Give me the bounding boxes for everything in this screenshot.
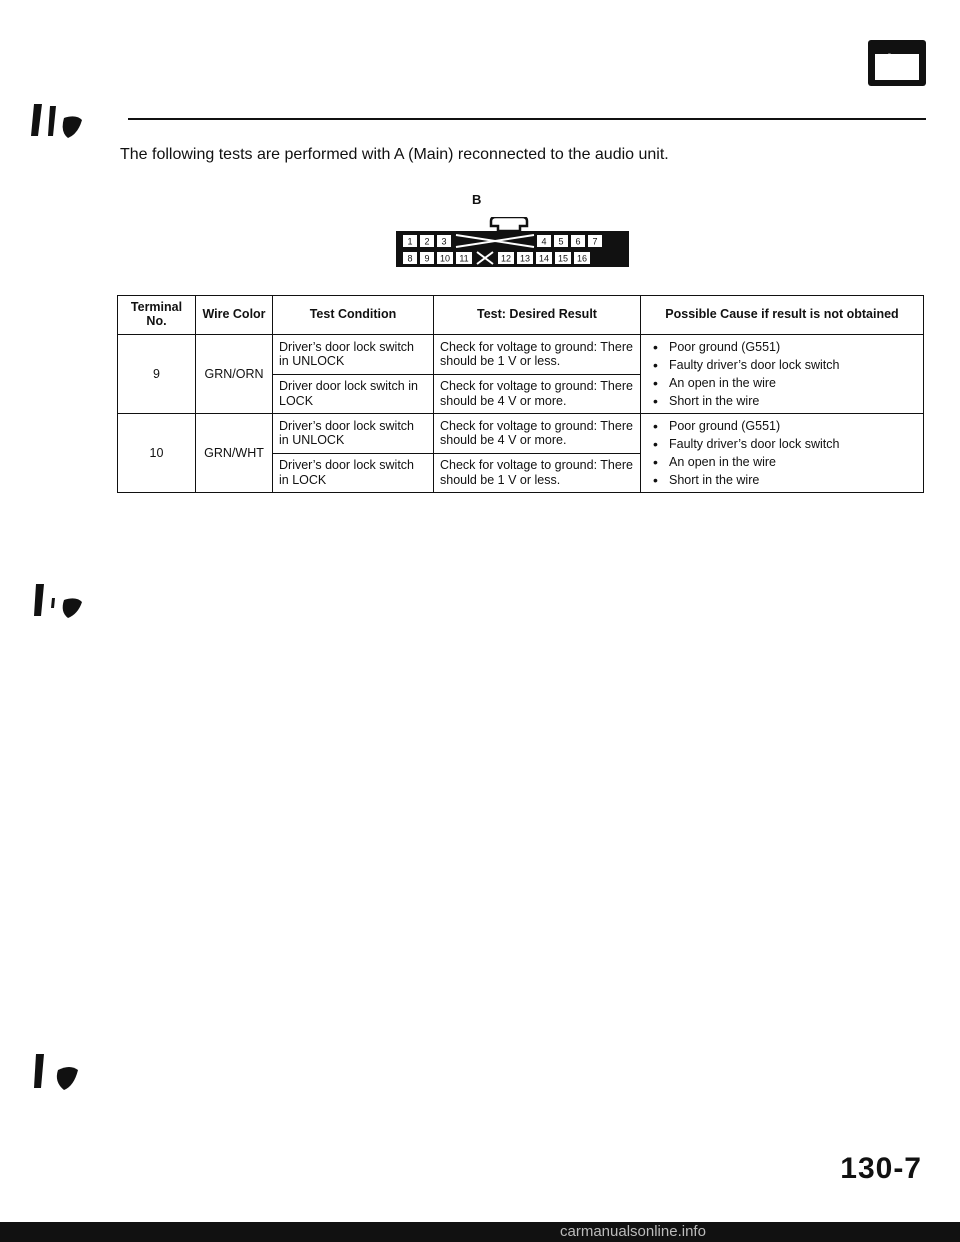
cause-item: • Short in the wire [647,392,917,410]
pin-number: 9 [424,253,430,264]
header-terminal: Terminal No. [118,296,196,335]
header-desired-result: Test: Desired Result [434,296,641,335]
header-test-condition: Test Condition [273,296,434,335]
pin-number: 15 [557,253,569,264]
test-condition: Driver’s door lock switch in LOCK [273,453,434,493]
desired-result: Check for voltage to ground: There should be 1 V or less. [434,453,641,493]
bottom-bar [0,1222,960,1242]
connector-label: B [472,192,482,207]
test-condition: Driver’s door lock switch in UNLOCK [273,335,434,375]
table-row [118,335,924,375]
binder-mark-bottom-icon [30,1050,90,1094]
connector-lock-tab [491,217,527,231]
header-possible-cause: Possible Cause if result is not obtained [641,296,924,335]
pin-number: 8 [407,253,413,264]
cause-item: • Short in the wire [647,471,917,489]
page-number: 130-7 [840,1152,922,1185]
test-condition: Driver’s door lock switch in UNLOCK [273,414,434,454]
battery-minus-symbol: – [904,47,917,72]
watermark: carmanualsonline.info [560,1223,706,1240]
pin-number: 1 [407,236,413,247]
pin-number: 4 [541,236,547,247]
pin-number: 2 [424,236,430,247]
pin-number: 10 [439,253,451,264]
pin-number: 14 [538,253,550,264]
possible-causes [641,335,924,414]
pin-number: 3 [441,236,447,247]
header-wire-color: Wire Color [196,296,273,335]
pin-number: 12 [500,253,512,264]
pin-number: 11 [459,253,469,264]
test-table [117,295,924,493]
pin-number: 7 [592,236,598,247]
cause-item: • Poor ground (G551) [647,338,917,356]
pin-number: 13 [519,253,531,264]
table-header-row [118,296,924,335]
cause-item: • Faulty driver’s door lock switch [647,435,917,453]
desired-result: Check for voltage to ground: There should be 1 V or less. [434,335,641,375]
wire-color: GRN/WHT [196,414,273,493]
cause-item: • An open in the wire [647,453,917,471]
test-condition: Driver door lock switch in LOCK [273,374,434,414]
battery-icon [868,40,926,86]
desired-result: Check for voltage to ground: There should be 4 V or more. [434,374,641,414]
wire-color: GRN/ORN [196,335,273,414]
terminal-number: 10 [118,414,196,493]
cause-item: • Poor ground (G551) [647,417,917,435]
header-rule [128,118,926,120]
intro-text: The following tests are performed with A (Main) reconnected to the audio unit. [120,146,669,163]
binder-mark-middle-icon [30,580,90,624]
binder-mark-top-icon [28,100,88,144]
possible-causes [641,414,924,493]
cause-item: • Faulty driver’s door lock switch [647,356,917,374]
pin-number: 5 [558,236,564,247]
terminal-number: 9 [118,335,196,414]
desired-result: Check for voltage to ground: There should be 4 V or more. [434,414,641,454]
battery-plus-symbol: + [883,47,896,72]
table-row [118,414,924,454]
connector-diagram [396,217,629,267]
pin-number: 6 [575,236,581,247]
pin-number: 16 [576,253,588,264]
cause-item: • An open in the wire [647,374,917,392]
